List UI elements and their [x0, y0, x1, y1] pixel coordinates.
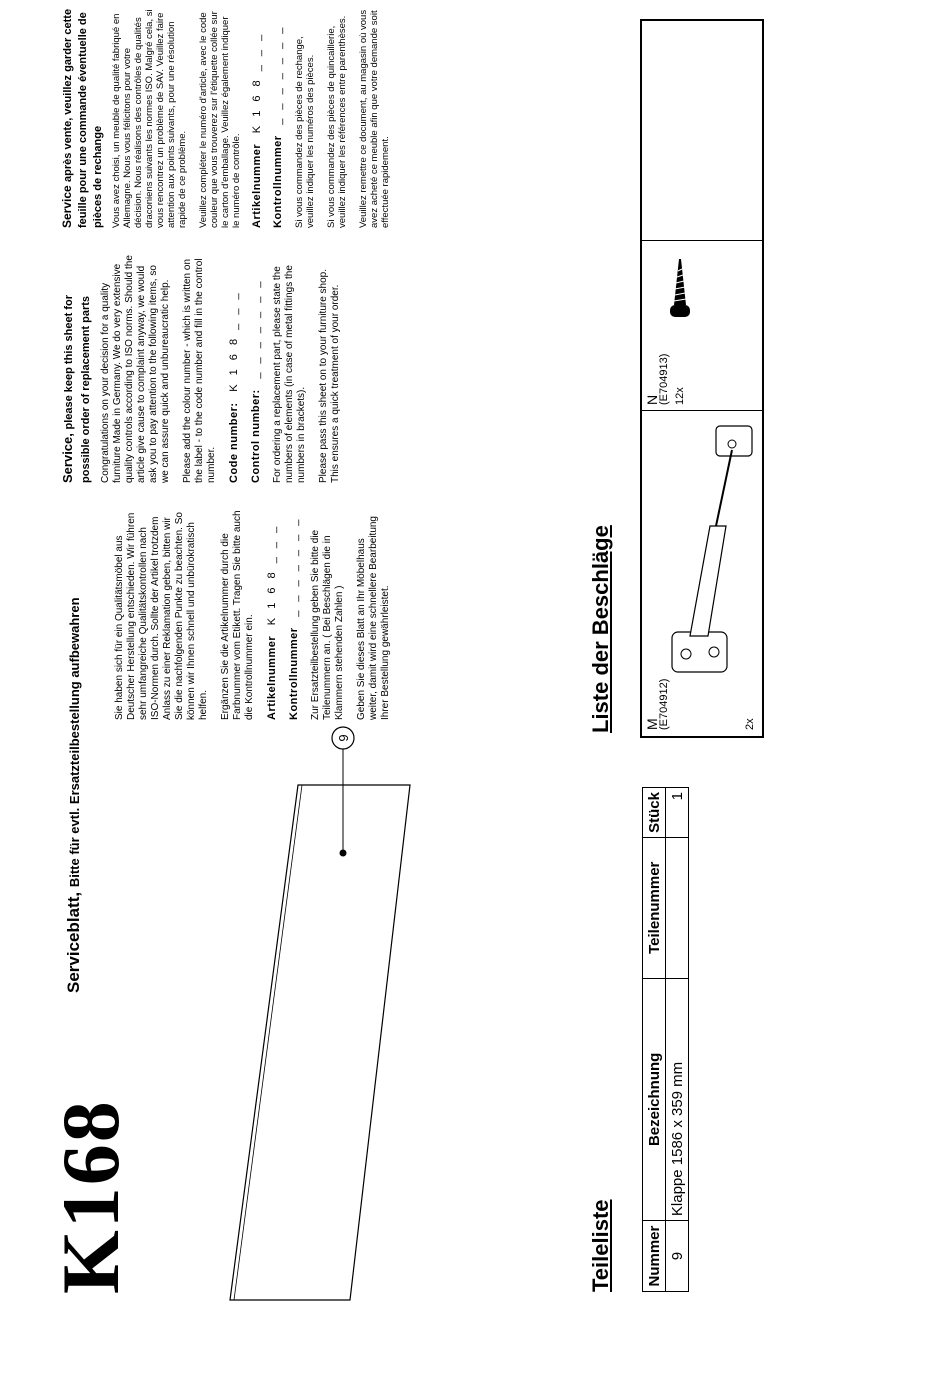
english-paragraph: Congratulations on your decision for a quality furniture Made in Germany. We do very extensive quality controls according to ISO norms. Should the article give cause to complaint anyway, we would ask you to pay attention to the following items, so we can assure quick and unbureaucratic help.: [100, 255, 171, 483]
english-paragraph: For ordering a replacement part, please state the numbers of elements (in case of metal fittings the numbers in brackets).: [272, 265, 307, 483]
fitting-item-n: [642, 240, 762, 411]
english-heading: Service, please keep this sheet for possible order of replacement parts: [60, 295, 92, 483]
german-control-field: Kontrollnummer _ _ _ _ _ _ _: [288, 516, 300, 720]
callout-number: 9: [336, 734, 351, 742]
panel-shape: [230, 785, 410, 1300]
fitting-count: 12x: [674, 387, 686, 405]
product-title: K168: [45, 1099, 136, 1294]
parts-table-header-row: [643, 788, 666, 1292]
french-paragraph: Vous avez choisi, un meuble de qualité fabriqué en Allemagne. Nous vous félicitons pour votre décision. Nous réalisons des contrôles de qualités draconiens suivants les normes ISO. Malgré cela, si vous rencontrez un problème de SAV. Veuillez faire attention aux points suivants, pour une résolution rapide de ce problème.: [111, 9, 188, 228]
german-heading-rest: Bitte für evtl. Ersatzteilbestellung aufbewahren: [67, 597, 82, 888]
german-control-value: _ _ _ _ _ _ _: [288, 516, 300, 617]
french-paragraph: Si vous commandez des pièces de quincaillerie, veuillez indiquer les références entre parenthèses.: [326, 15, 348, 228]
fittings-list-title: Liste der Beschläge: [588, 525, 613, 733]
screw-icon: [650, 251, 710, 321]
english-column: [60, 253, 352, 483]
french-control-field: Kontrollnummer _ _ _ _ _ _ _: [272, 24, 284, 228]
col-header-teilenummer: Teilenummer: [643, 837, 666, 978]
german-paragraph: Ergänzen Sie die Artikelnummer durch die Farbnummer vom Etikett. Tragen Sie bitte auch die Kontrollnummer ein.: [220, 510, 255, 720]
french-control-value: _ _ _ _ _ _ _: [272, 24, 284, 125]
french-code-field: Artikelnummer K 1 6 8 _ _ _: [251, 31, 263, 228]
french-heading: Service après vente, veuillez garder cette feuille pour une commande éventuelle de pièces de rechange: [60, 8, 104, 228]
fitting-letter: N: [644, 394, 660, 405]
fittings-divider: [642, 240, 762, 241]
english-code-value: K 1 6 8 _ _ _: [228, 290, 240, 392]
fitting-item-m: [642, 410, 762, 736]
german-paragraph: Sie haben sich für ein Qualitätsmöbel aus Deutscher Herstellung entschieden. Wir führen sehr umfangreiche Qualitätskontrollen nach ISO-Normen durch. Sollte der Artikel trotzdem Anlass zu einer Reklamation geben, bitten wir Sie die nachfolgenden Punkte zu beachten. So können wir Ihnen schnell und unbürokratisch helfen.: [114, 512, 209, 720]
table-row: [666, 788, 689, 1292]
col-header-nummer: Nummer: [643, 1221, 666, 1292]
german-heading-bold: Serviceblatt,: [64, 891, 83, 993]
cell-bezeichnung: Klappe 1586 x 359 mm: [666, 978, 689, 1220]
cell-nummer: 9: [666, 1221, 689, 1292]
fitting-code: (E704913): [658, 353, 670, 405]
german-paragraph: Zur Ersatzteilbestellung geben Sie bitte die Teilenummern an. ( Bei Beschlägen die in Klammern stehenden Zahlen ): [310, 529, 345, 720]
gas-strut-icon: [650, 416, 754, 676]
english-control-value: _ _ _ _ _ _ _: [250, 278, 262, 379]
callout-dot: [340, 850, 347, 857]
fitting-code: (E704912): [658, 678, 670, 730]
fitting-count: 2x: [744, 718, 756, 730]
col-header-bezeichnung: Bezeichnung: [643, 978, 666, 1220]
english-paragraph: Please pass this sheet on to your furniture shop. This ensures a quick treatment of your order.: [318, 268, 341, 483]
french-code-value: K 1 6 8 _ _ _: [251, 31, 263, 134]
fitting-letter: M: [644, 718, 660, 730]
german-code-value: K 1 6 8 _ _ _: [266, 523, 278, 626]
english-control-field: Control number: _ _ _ _ _ _ _: [250, 278, 262, 483]
col-header-stueck: Stück: [643, 788, 666, 838]
french-column: [60, 8, 401, 228]
cell-stueck: 1: [666, 788, 689, 838]
german-paragraph: Geben Sie dieses Blatt an Ihr Möbelhaus weiter, damit wird eine schnellere Bearbeitung Ihrer Bestellung gewährleistet.: [356, 516, 391, 720]
german-code-field: Artikelnummer K 1 6 8 _ _ _: [266, 523, 278, 720]
parts-table: [642, 787, 689, 1292]
french-paragraph: Veuillez remettre ce document, au magasin où vous avez acheté ce meuble afin que votre demande soit effectuée rapidement.: [358, 9, 391, 228]
french-paragraph: Veuillez compléter le numéro d'article, avec le code couleur que vous trouverez sur l'étiquette collée sur le carton d'emballage. Veuillez également indiquer le numéro de contrôle.: [198, 11, 242, 228]
french-paragraph: Si vous commandez des pièces de rechange, veuillez indiquer les numéros des pièces.: [294, 36, 316, 228]
german-column: [114, 510, 402, 720]
cell-teilenummer: [666, 837, 689, 978]
fittings-box: [640, 19, 764, 738]
parts-list-title: Teileliste: [588, 1199, 613, 1292]
english-paragraph: Please add the colour number - which is written on the label - to the code number and fill in the control number.: [182, 258, 217, 483]
english-code-field: Code number: K 1 6 8 _ _ _: [228, 290, 240, 483]
